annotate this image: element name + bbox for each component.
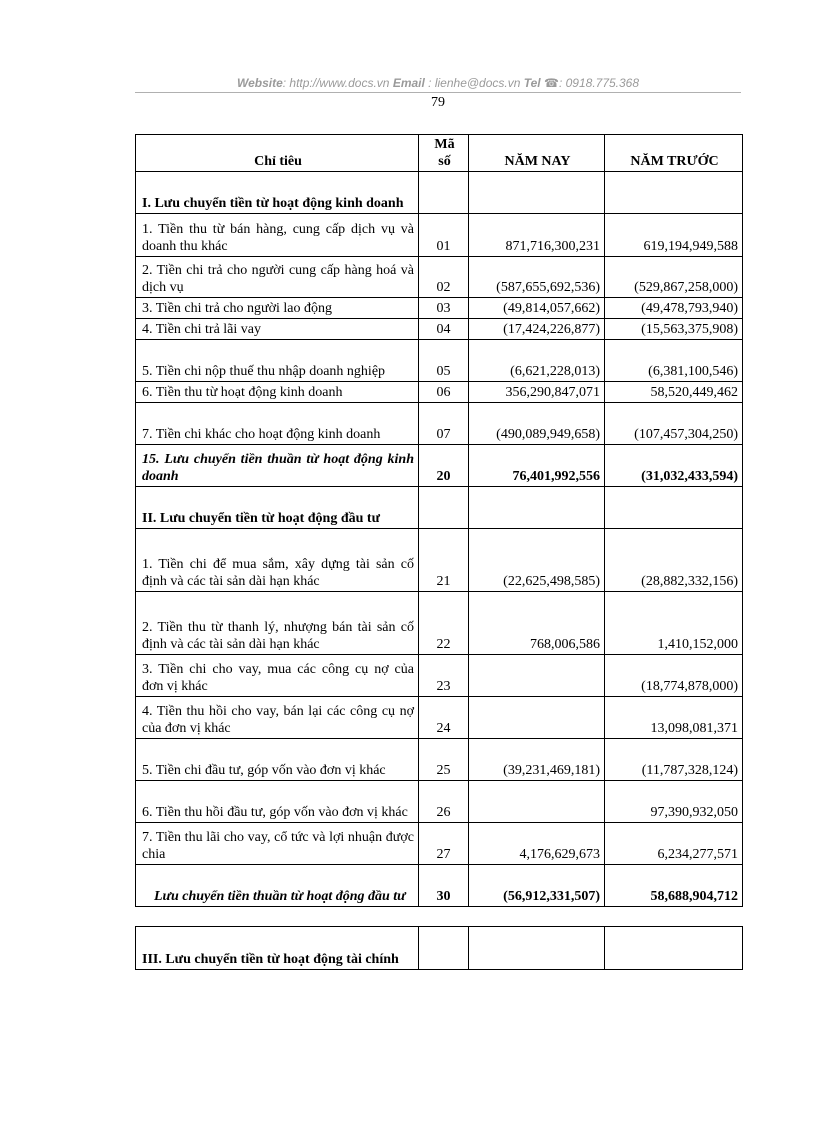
row-last-year: 619,194,949,588 <box>605 214 743 257</box>
page-header <box>135 76 741 90</box>
row-last-year: 58,688,904,712 <box>605 865 743 907</box>
table-row <box>136 487 743 529</box>
row-code: 20 <box>419 445 469 487</box>
row-description: 5. Tiền chi nộp thuế thu nhập doanh nghiệp <box>136 340 419 382</box>
table-row <box>136 655 743 697</box>
table-row <box>136 529 743 592</box>
row-this-year <box>469 781 605 823</box>
email-label: Email <box>392 76 425 90</box>
column-header-this-year: NĂM NAY <box>469 135 605 172</box>
table-row <box>136 172 743 214</box>
row-last-year: 97,390,932,050 <box>605 781 743 823</box>
row-last-year: (529,867,258,000) <box>605 257 743 298</box>
row-code: 04 <box>419 319 469 340</box>
row-last-year: (15,563,375,908) <box>605 319 743 340</box>
row-last-year: (6,381,100,546) <box>605 340 743 382</box>
row-code: 26 <box>419 781 469 823</box>
column-header-item: Chỉ tiêu <box>136 135 419 172</box>
row-description: III. Lưu chuyển tiền từ hoạt động tài chính <box>136 927 419 970</box>
row-this-year <box>469 655 605 697</box>
row-this-year: (6,621,228,013) <box>469 340 605 382</box>
row-description: 6. Tiền thu từ hoạt động kinh doanh <box>136 382 419 403</box>
row-description: 1. Tiền chi để mua sắm, xây dựng tài sản cố định và các tài sản dài hạn khác <box>136 529 419 592</box>
table-row <box>136 298 743 319</box>
column-header-last-year: NĂM TRƯỚC <box>605 135 743 172</box>
website-value: : http://www.docs.vn <box>282 76 390 90</box>
row-this-year: (49,814,057,662) <box>469 298 605 319</box>
table-row <box>136 445 743 487</box>
row-code: 30 <box>419 865 469 907</box>
row-this-year: 4,176,629,673 <box>469 823 605 865</box>
email-value: : lienhe@docs.vn <box>428 76 521 90</box>
row-code: 03 <box>419 298 469 319</box>
row-code: 25 <box>419 739 469 781</box>
row-code: 07 <box>419 403 469 445</box>
row-this-year: (587,655,692,536) <box>469 257 605 298</box>
row-last-year: 1,410,152,000 <box>605 592 743 655</box>
row-this-year: 768,006,586 <box>469 592 605 655</box>
row-code: 23 <box>419 655 469 697</box>
financing-section-table <box>135 926 743 970</box>
row-this-year <box>469 697 605 739</box>
row-code: 01 <box>419 214 469 257</box>
row-description: 4. Tiền chi trả lãi vay <box>136 319 419 340</box>
row-this-year: 356,290,847,071 <box>469 382 605 403</box>
row-this-year: (17,424,226,877) <box>469 319 605 340</box>
row-last-year: 6,234,277,571 <box>605 823 743 865</box>
row-last-year: (107,457,304,250) <box>605 403 743 445</box>
row-description: I. Lưu chuyển tiền từ hoạt động kinh doanh <box>136 172 419 214</box>
row-code: 24 <box>419 697 469 739</box>
row-description: 15. Lưu chuyển tiền thuần từ hoạt động kinh doanh <box>136 445 419 487</box>
website-label: Website <box>236 76 283 90</box>
table-row <box>136 823 743 865</box>
row-description: 6. Tiền thu hồi đầu tư, góp vốn vào đơn vị khác <box>136 781 419 823</box>
row-description: 2. Tiền chi trả cho người cung cấp hàng hoá và dịch vụ <box>136 257 419 298</box>
row-code <box>419 487 469 529</box>
row-description: 3. Tiền chi trả cho người lao động <box>136 298 419 319</box>
table-row <box>136 340 743 382</box>
tel-value: : 0918.775.368 <box>558 76 640 90</box>
page-number: 79 <box>431 95 445 110</box>
row-this-year <box>469 487 605 529</box>
code-header-line1: Mã <box>434 137 455 152</box>
table-body <box>136 172 743 907</box>
row-description: 5. Tiền chi đầu tư, góp vốn vào đơn vị khác <box>136 739 419 781</box>
row-this-year: (22,625,498,585) <box>469 529 605 592</box>
table-row <box>136 697 743 739</box>
row-last-year: 58,520,449,462 <box>605 382 743 403</box>
row-code <box>419 927 469 970</box>
table-row <box>136 214 743 257</box>
row-code: 21 <box>419 529 469 592</box>
row-description: 7. Tiền chi khác cho hoạt động kinh doanh <box>136 403 419 445</box>
table-row <box>136 403 743 445</box>
row-description: 7. Tiền thu lãi cho vay, cổ tức và lợi nhuận được chia <box>136 823 419 865</box>
row-description: 1. Tiền thu từ bán hàng, cung cấp dịch vụ và doanh thu khác <box>136 214 419 257</box>
row-this-year: 871,716,300,231 <box>469 214 605 257</box>
row-last-year: (31,032,433,594) <box>605 445 743 487</box>
row-last-year: (28,882,332,156) <box>605 529 743 592</box>
row-this-year: (39,231,469,181) <box>469 739 605 781</box>
row-this-year: (56,912,331,507) <box>469 865 605 907</box>
row-code: 22 <box>419 592 469 655</box>
row-last-year <box>605 487 743 529</box>
row-code <box>419 172 469 214</box>
table-row <box>136 257 743 298</box>
row-description: II. Lưu chuyển tiền từ hoạt động đầu tư <box>136 487 419 529</box>
table-header-row <box>136 135 743 172</box>
row-code: 06 <box>419 382 469 403</box>
table-row <box>136 592 743 655</box>
table-row <box>136 865 743 907</box>
table-row <box>136 927 743 970</box>
row-last-year: 13,098,081,371 <box>605 697 743 739</box>
phone-icon: ☎ <box>544 76 559 90</box>
header-divider <box>135 92 741 93</box>
row-this-year <box>469 172 605 214</box>
row-code: 27 <box>419 823 469 865</box>
tel-label: Tel <box>523 76 541 90</box>
table-row <box>136 781 743 823</box>
row-description: Lưu chuyển tiền thuần từ hoạt động đầu tư <box>136 865 419 907</box>
table-row <box>136 382 743 403</box>
row-description: 3. Tiền chi cho vay, mua các công cụ nợ của đơn vị khác <box>136 655 419 697</box>
code-header-line2: số <box>438 154 451 169</box>
cash-flow-table <box>135 134 743 907</box>
row-this-year: 76,401,992,556 <box>469 445 605 487</box>
table-row <box>136 739 743 781</box>
row-description: 2. Tiền thu từ thanh lý, nhượng bán tài sản cố định và các tài sản dài hạn khác <box>136 592 419 655</box>
row-last-year: (11,787,328,124) <box>605 739 743 781</box>
row-description: 4. Tiền thu hồi cho vay, bán lại các công cụ nợ của đơn vị khác <box>136 697 419 739</box>
row-last-year <box>605 927 743 970</box>
row-last-year: (49,478,793,940) <box>605 298 743 319</box>
table-row <box>136 319 743 340</box>
column-header-code <box>419 135 469 172</box>
row-this-year <box>469 927 605 970</box>
row-last-year <box>605 172 743 214</box>
row-this-year: (490,089,949,658) <box>469 403 605 445</box>
row-code: 02 <box>419 257 469 298</box>
row-code: 05 <box>419 340 469 382</box>
row-last-year: (18,774,878,000) <box>605 655 743 697</box>
